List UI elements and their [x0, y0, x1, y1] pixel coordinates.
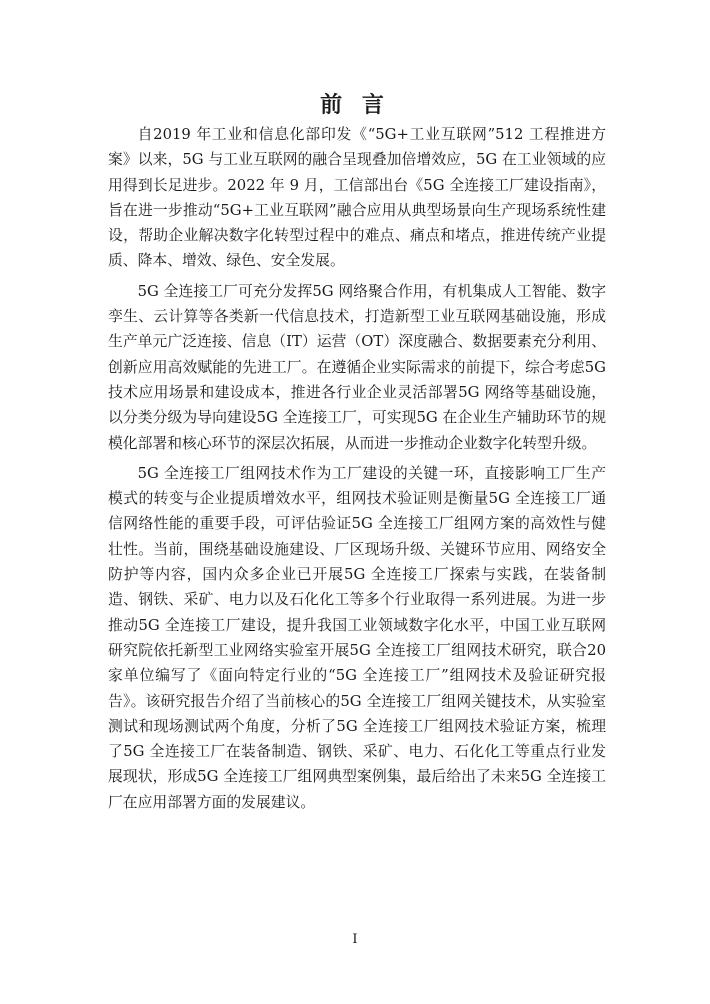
paragraph-1: 自2019 年工业和信息化部印发《“5G+工业互联网”512 工程推进方案》以来，5G 与工业互联网的融合呈现叠加倍增效应，5G 在工业领域的应用得到长足进步。2022 年 9 月，工信部出台《5G 全连接工厂建设指南》，旨在进一步推动“5G+工业互联网”融合应用从典型场景向生产现场系统性建设，帮助企业解决数字化转型过程中的难点、痛点和堵点，推进传统产业提质、降本、增效、绿色、安全发展。	[108, 126, 606, 270]
paragraph-3: 5G 全连接工厂组网技术作为工厂建设的关键一环，直接影响工厂生产模式的转变与企业提质增效水平，组网技术验证则是衡量5G 全连接工厂通信网络性能的重要手段，可评估验证5G 全连接工厂组网方案的高效性与健壮性。当前，围绕基础设施建设、厂区现场升级、关键环节应用、网络安全防护等内容，国内众多企业已开展5G 全连接工厂探索与实践，在装备制造、钢铁、采矿、电力以及石化化工等多个行业取得一系列进展。为进一步推动5G 全连接工厂建设，提升我国工业领域数字化水平，中国工业互联网研究院依托新型工业网络实验室开展5G 全连接工厂组网技术研究，联合20家单位编写了《面向特定行业的“5G 全连接工厂”组网技术及验证研究报告》。该研究报告介绍了当前核心的5G 全连接工厂组网关键技术，从实验室测试和现场测试两个角度，分析了5G 全连接工厂组网技术验证方案，梳理了5G 全连接工厂在装备制造、钢铁、采矿、电力、石化化工等重点行业发展现状，形成5G 全连接工厂组网典型案例集，最后给出了未来5G 全连接工厂在应用部署方面的发展建议。	[108, 464, 606, 811]
paragraph-2: 5G 全连接工厂可充分发挥5G 网络聚合作用，有机集成人工智能、数字孪生、云计算等各类新一代信息技术，打造新型工业互联网基础设施，形成生产单元广泛连接、信息（IT）运营（OT）深度融合、数据要素充分利用、创新应用高效赋能的先进工厂。在遵循企业实际需求的前提下，综合考虑5G 技术应用场景和建设成本，推进各行业企业灵活部署5G 网络等基础设施，以分类分级为导向建设5G 全连接工厂，可实现5G 在企业生产辅助环节的规模化部署和核心环节的深层次拓展，从而进一步推动企业数字化转型升级。	[108, 282, 606, 452]
page-title: 前 言	[320, 92, 390, 118]
page-number: I	[352, 932, 358, 947]
body-text	[108, 122, 606, 820]
